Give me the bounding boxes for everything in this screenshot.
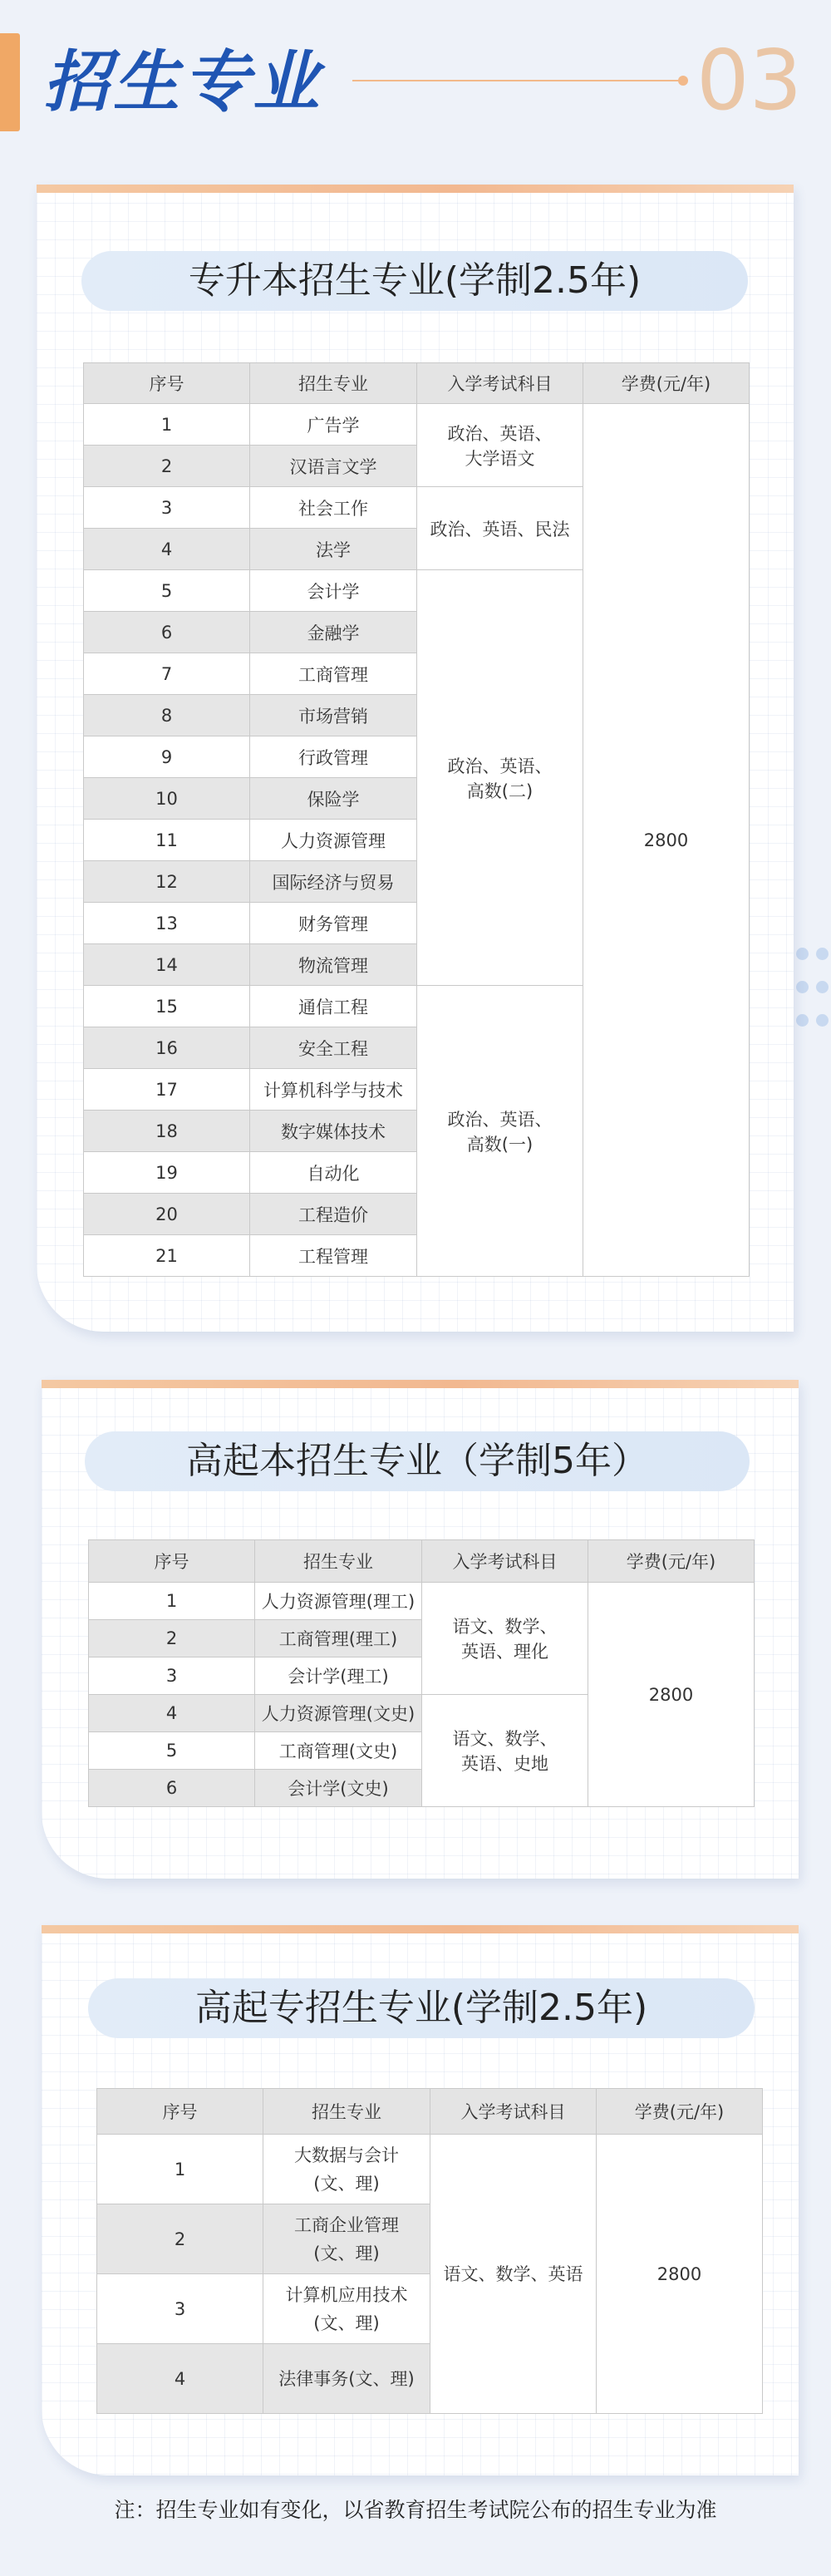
tuition-fee-cell: 2800 [583, 404, 750, 1277]
section-title: 高起本招生专业（学制5年） [85, 1431, 750, 1491]
major-name-cell: 广告学 [250, 404, 417, 446]
exam-subjects-cell: 政治、英语、 大学语文 [417, 404, 583, 487]
column-header: 入学考试科目 [417, 363, 583, 404]
row-number-cell: 9 [84, 736, 250, 778]
major-name-cell: 计算机科学与技术 [250, 1069, 417, 1111]
major-name-cell: 法学 [250, 529, 417, 570]
major-name-cell: 工商管理(文史) [255, 1732, 422, 1770]
column-header: 招生专业 [250, 363, 417, 404]
row-number-cell: 4 [84, 529, 250, 570]
row-number-cell: 5 [84, 570, 250, 612]
table-row [84, 404, 750, 446]
major-name-cell: 人力资源管理(理工) [255, 1583, 422, 1620]
major-name-cell: 行政管理 [250, 736, 417, 778]
major-name-cell: 会计学(理工) [255, 1657, 422, 1695]
section-title: 专升本招生专业(学制2.5年) [81, 251, 748, 311]
exam-subjects-cell: 语文、数学、 英语、理化 [422, 1583, 588, 1695]
footnote: 注：招生专业如有变化，以省教育招生考试院公布的招生专业为准 [114, 2498, 717, 2522]
exam-subjects-cell: 语文、数学、英语 [430, 2135, 597, 2414]
column-header: 序号 [97, 2089, 263, 2135]
major-name-cell: 财务管理 [250, 903, 417, 944]
major-name-cell: 工程造价 [250, 1194, 417, 1235]
row-number-cell: 7 [84, 653, 250, 695]
table-row [89, 1583, 755, 1620]
header-divider-dot [678, 76, 688, 86]
major-name-cell: 社会工作 [250, 487, 417, 529]
table-row [97, 2135, 763, 2204]
header-accent-bar [0, 33, 20, 131]
row-number-cell: 16 [84, 1027, 250, 1069]
row-number-cell: 11 [84, 820, 250, 861]
major-name-cell: 计算机应用技术 (文、理) [263, 2274, 430, 2344]
card-zhuanshengben [37, 185, 794, 1332]
row-number-cell: 19 [84, 1152, 250, 1194]
row-number-cell: 3 [89, 1657, 255, 1695]
row-number-cell: 18 [84, 1111, 250, 1152]
major-table-gaoqizhuan [96, 2088, 763, 2414]
page-title: 招生专业 [43, 43, 322, 121]
major-name-cell: 人力资源管理 [250, 820, 417, 861]
row-number-cell: 2 [89, 1620, 255, 1657]
row-number-cell: 4 [97, 2344, 263, 2414]
card-top-bar [37, 185, 794, 193]
major-name-cell: 工商管理(理工) [255, 1620, 422, 1657]
major-name-cell: 工程管理 [250, 1235, 417, 1277]
column-header: 招生专业 [263, 2089, 430, 2135]
row-number-cell: 2 [84, 446, 250, 487]
card-gaoqiben [42, 1380, 799, 1879]
row-number-cell: 3 [84, 487, 250, 529]
exam-subjects-cell: 政治、英语、民法 [417, 487, 583, 570]
column-header: 学费(元/年) [588, 1540, 755, 1583]
table-header-row [84, 363, 750, 404]
dot-grid-decoration [796, 948, 831, 1056]
major-name-cell: 保险学 [250, 778, 417, 820]
major-name-cell: 国际经济与贸易 [250, 861, 417, 903]
card-top-bar [42, 1925, 799, 1933]
major-name-cell: 大数据与会计 (文、理) [263, 2135, 430, 2204]
row-number-cell: 6 [84, 612, 250, 653]
major-name-cell: 工商企业管理 (文、理) [263, 2204, 430, 2274]
major-name-cell: 汉语言文学 [250, 446, 417, 487]
major-name-cell: 通信工程 [250, 986, 417, 1027]
column-header: 学费(元/年) [597, 2089, 763, 2135]
major-name-cell: 自动化 [250, 1152, 417, 1194]
section-title: 高起专招生专业(学制2.5年) [88, 1978, 755, 2038]
major-name-cell: 会计学 [250, 570, 417, 612]
major-name-cell: 金融学 [250, 612, 417, 653]
row-number-cell: 21 [84, 1235, 250, 1277]
row-number-cell: 1 [97, 2135, 263, 2204]
row-number-cell: 4 [89, 1695, 255, 1732]
column-header: 入学考试科目 [430, 2089, 597, 2135]
major-name-cell: 市场营销 [250, 695, 417, 736]
card-top-bar [42, 1380, 799, 1388]
major-name-cell: 物流管理 [250, 944, 417, 986]
exam-subjects-cell: 语文、数学、 英语、史地 [422, 1695, 588, 1807]
row-number-cell: 14 [84, 944, 250, 986]
major-name-cell: 数字媒体技术 [250, 1111, 417, 1152]
row-number-cell: 3 [97, 2274, 263, 2344]
row-number-cell: 2 [97, 2204, 263, 2274]
major-table-gaoqiben [88, 1539, 755, 1807]
row-number-cell: 17 [84, 1069, 250, 1111]
row-number-cell: 8 [84, 695, 250, 736]
major-name-cell: 安全工程 [250, 1027, 417, 1069]
section-number: 03 [696, 32, 803, 129]
row-number-cell: 15 [84, 986, 250, 1027]
column-header: 招生专业 [255, 1540, 422, 1583]
table-header-row [97, 2089, 763, 2135]
major-name-cell: 法律事务(文、理) [263, 2344, 430, 2414]
row-number-cell: 12 [84, 861, 250, 903]
tuition-fee-cell: 2800 [597, 2135, 763, 2414]
row-number-cell: 1 [84, 404, 250, 446]
column-header: 序号 [89, 1540, 255, 1583]
exam-subjects-cell: 政治、英语、 高数(一) [417, 986, 583, 1277]
header-divider-line [352, 80, 685, 81]
major-name-cell: 工商管理 [250, 653, 417, 695]
tuition-fee-cell: 2800 [588, 1583, 755, 1807]
page-header [0, 0, 831, 166]
row-number-cell: 13 [84, 903, 250, 944]
major-name-cell: 人力资源管理(文史) [255, 1695, 422, 1732]
row-number-cell: 20 [84, 1194, 250, 1235]
column-header: 学费(元/年) [583, 363, 750, 404]
column-header: 入学考试科目 [422, 1540, 588, 1583]
table-header-row [89, 1540, 755, 1583]
column-header: 序号 [84, 363, 250, 404]
row-number-cell: 1 [89, 1583, 255, 1620]
row-number-cell: 5 [89, 1732, 255, 1770]
row-number-cell: 10 [84, 778, 250, 820]
major-table-zhuanshengben [83, 362, 750, 1277]
card-gaoqizhuan [42, 1925, 799, 2475]
exam-subjects-cell: 政治、英语、 高数(二) [417, 570, 583, 986]
row-number-cell: 6 [89, 1770, 255, 1807]
major-name-cell: 会计学(文史) [255, 1770, 422, 1807]
